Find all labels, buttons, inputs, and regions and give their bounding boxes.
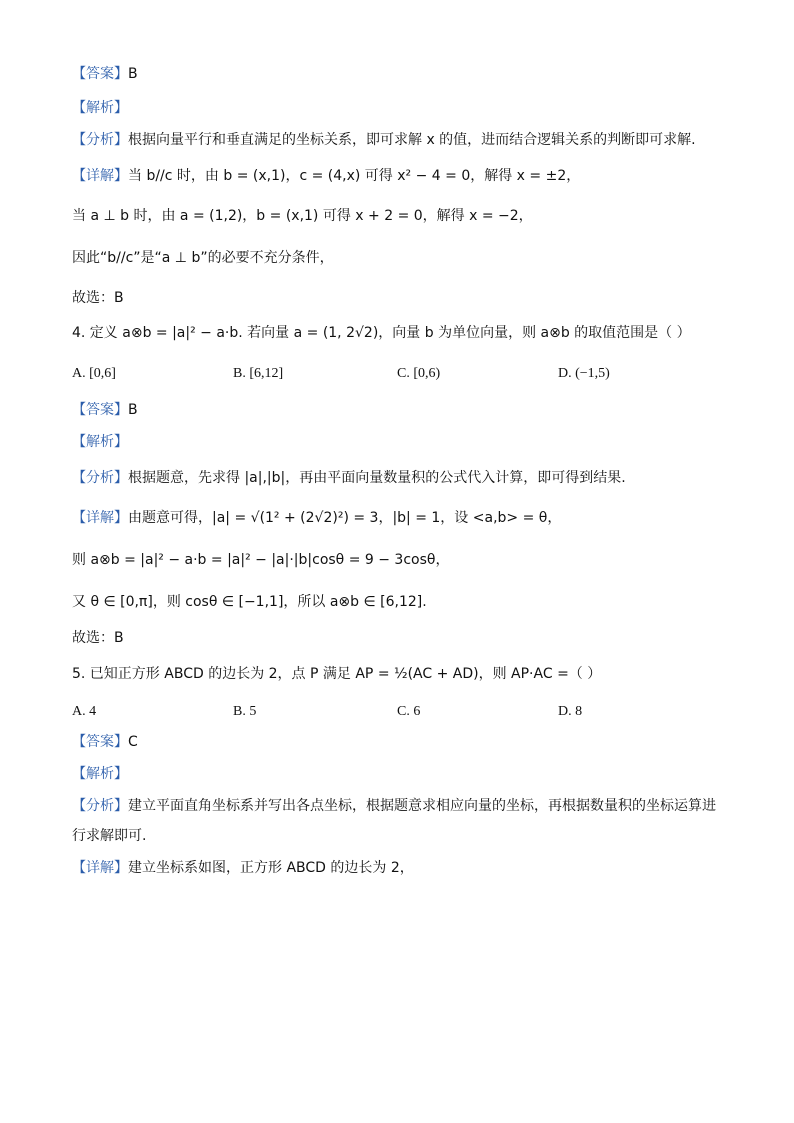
q5-option-c: C. 6: [397, 704, 421, 719]
q5-option-d: D. 8: [558, 704, 583, 719]
q4-option-a: A. [0,6]: [72, 366, 116, 381]
answer-text-q4: B: [128, 402, 138, 418]
answer-text: B: [128, 66, 138, 82]
analysis-heading-q4: [72, 432, 128, 452]
detail-text-2: 当 a ⊥ b 时，由 a = (1,2)，b = (x,1) 可得 x + 2 = 0，解得 x = −2，: [72, 208, 533, 224]
answer-line: [72, 64, 138, 84]
q4-option-d: D. (−1,5): [558, 366, 610, 381]
answer-tag-q5: 【答案】: [72, 734, 128, 750]
detail-line-q4: [72, 508, 561, 528]
fenxi-text-q5-2: 行求解即可.: [72, 828, 147, 844]
fenxi-line-q5-2: [72, 826, 146, 846]
detail-line: [72, 166, 580, 186]
conclusion-line: [72, 248, 334, 268]
q5-option-a: A. 4: [72, 704, 97, 719]
detail-text-q4: 由题意可得，|a| = √(1² + (2√2)²) = 3，|b| = 1，设 <a,b> = θ，: [128, 510, 562, 526]
detail-tag: 【详解】: [72, 168, 128, 184]
answer-tag-q4: 【答案】: [72, 402, 128, 418]
fenxi-line-q5: [72, 796, 716, 816]
choice-text-q4: 故选：B: [72, 630, 124, 646]
fenxi-tag-q5: 【分析】: [72, 798, 128, 814]
choice-text: 故选：B: [72, 290, 124, 306]
analysis-heading-q5: [72, 764, 128, 784]
detail-line-q4-2: [72, 550, 449, 570]
fenxi-text-q4: 根据题意，先求得 |a|,|b|，再由平面向量数量积的公式代入计算，即可得到结果.: [128, 470, 626, 486]
analysis-tag: 【解析】: [72, 100, 128, 116]
question-4: [72, 323, 691, 343]
analysis-heading: [72, 98, 128, 118]
q5-option-b: B. 5: [233, 704, 257, 719]
question-5: [72, 664, 601, 684]
analysis-tag-q4: 【解析】: [72, 434, 128, 450]
q4-option-b: B. [6,12]: [233, 366, 284, 381]
analysis-tag-q5: 【解析】: [72, 766, 128, 782]
answer-tag: 【答案】: [72, 66, 128, 82]
detail-line-q4-3: [72, 592, 427, 612]
detail-tag-q5: 【详解】: [72, 860, 128, 876]
choice-line: [72, 288, 124, 308]
choice-line-q4: [72, 628, 124, 648]
question-5-text: 5. 已知正方形 ABCD 的边长为 2，点 P 满足 AP = ½(AC + AD)，则 AP·AC =（ ）: [72, 666, 602, 682]
conclusion-text: 因此“b//c”是“a ⊥ b”的必要不充分条件，: [72, 250, 334, 266]
question-4-text: 4. 定义 a⊗b = |a|² − a·b. 若向量 a = (1, 2√2)，向量 b 为单位向量，则 a⊗b 的取值范围是（ ）: [72, 325, 691, 341]
detail-line-2: [72, 206, 533, 226]
answer-line-q4: [72, 400, 138, 420]
detail-text-q4-3: 又 θ ∈ [0,π]，则 cosθ ∈ [−1,1]，所以 a⊗b ∈ [6,12].: [72, 594, 427, 610]
fenxi-tag: 【分析】: [72, 132, 128, 148]
answer-text-q5: C: [128, 734, 138, 750]
q4-option-c: C. [0,6): [397, 366, 441, 381]
detail-tag-q4: 【详解】: [72, 510, 128, 526]
fenxi-line-q4: [72, 468, 626, 488]
fenxi-tag-q4: 【分析】: [72, 470, 128, 486]
fenxi-line: [72, 130, 696, 150]
detail-text-q4-2: 则 a⊗b = |a|² − a·b = |a|² − |a|·|b|cosθ = 9 − 3cosθ，: [72, 552, 450, 568]
answer-line-q5: [72, 732, 138, 752]
detail-text-q5: 建立坐标系如图，正方形 ABCD 的边长为 2，: [128, 860, 414, 876]
detail-text: 当 b//c 时，由 b = (x,1)，c = (4,x) 可得 x² − 4 = 0，解得 x = ±2，: [128, 168, 581, 184]
fenxi-text-q5: 建立平面直角坐标系并写出各点坐标，根据题意求相应向量的坐标，再根据数量积的坐标运算进: [128, 798, 716, 814]
fenxi-text: 根据向量平行和垂直满足的坐标关系，即可求解 x 的值，进而结合逻辑关系的判断即可求解.: [128, 132, 696, 148]
detail-line-q5: [72, 858, 414, 878]
